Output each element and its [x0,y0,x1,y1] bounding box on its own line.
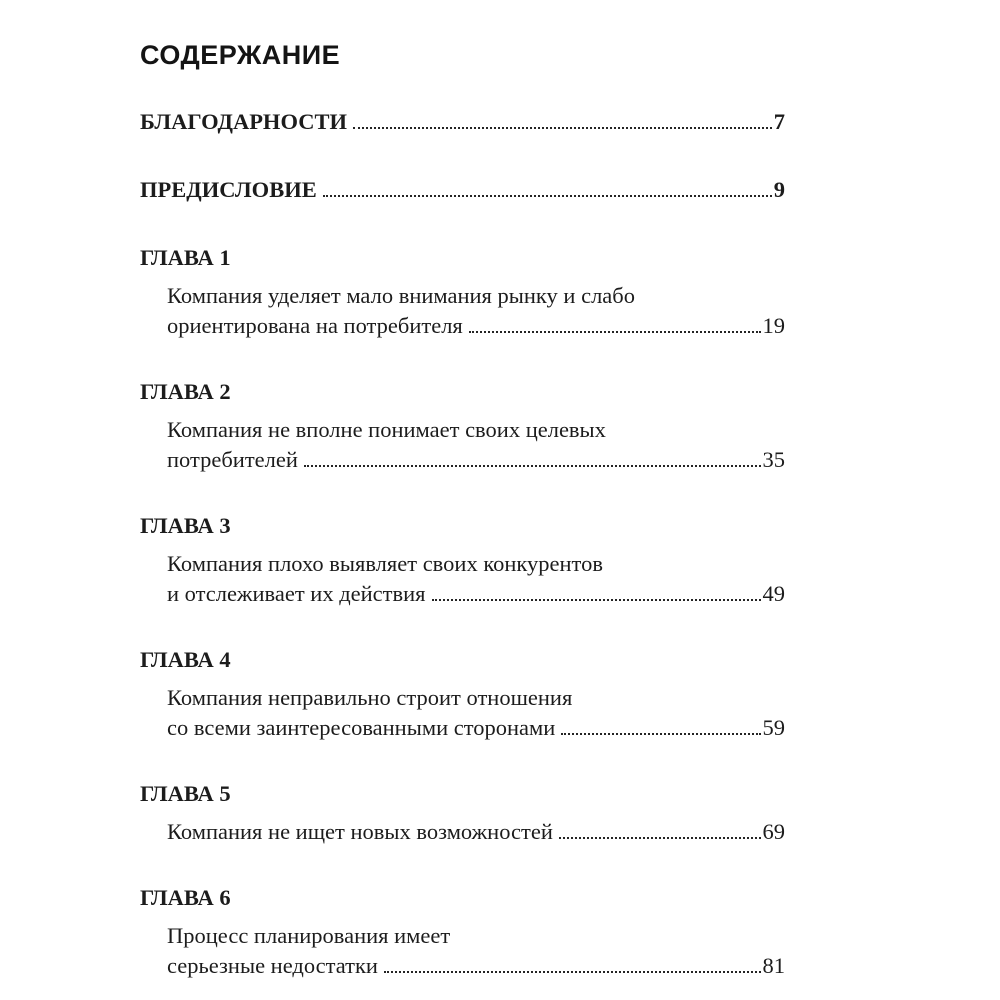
chapter-title-line: со всеми заинтересованными сторонами [167,715,556,740]
chapter-heading: ГЛАВА 1 [140,245,231,270]
dot-leader [432,599,761,601]
dot-leader [561,733,760,735]
page-title: СОДЕРЖАНИЕ [140,40,341,70]
page-number: 19 [762,313,785,338]
page-number: 81 [762,953,785,978]
page-number: 35 [762,447,785,472]
dot-leader [323,195,772,197]
chapter-heading: ГЛАВА 3 [140,513,231,538]
dot-leader [469,331,761,333]
dot-leader [353,127,772,129]
chapter-title-line: ориентирована на потребителя [167,313,463,338]
chapter-heading: ГЛАВА 4 [140,647,231,672]
toc-chapter-4 [140,645,785,743]
dot-leader [384,971,761,973]
dot-leader [304,465,761,467]
chapter-title-line: Компания неправильно строит отношения [167,685,573,710]
chapter-heading: ГЛАВА 6 [140,885,231,910]
page-number: 7 [773,109,785,134]
toc-entry-acknowledgments [140,107,785,137]
toc-chapter-3 [140,511,785,609]
toc-chapter-6 [140,883,785,981]
page-number: 9 [773,177,785,202]
chapter-title-line: Процесс планирования имеет [167,923,451,948]
chapter-heading: ГЛАВА 5 [140,781,231,806]
chapter-title-line: потребителей [167,447,298,472]
chapter-heading: ГЛАВА 2 [140,379,231,404]
page-number: 69 [762,819,785,844]
entry-label: БЛАГОДАРНОСТИ [140,109,347,134]
toc-chapter-2 [140,377,785,475]
chapter-title-line: Компания плохо выявляет своих конкурентов [167,551,603,576]
page-number: 59 [762,715,785,740]
chapter-title-line: Компания не вполне понимает своих целевых [167,417,606,442]
chapter-title-line: и отслеживает их действия [167,581,426,606]
dot-leader [559,837,761,839]
page-number: 49 [762,581,785,606]
toc-chapter-5 [140,779,785,847]
toc-entry-foreword [140,175,785,205]
chapter-title-line: Компания не ищет новых возможностей [167,819,553,844]
toc-chapter-1 [140,243,785,341]
chapter-title-line: Компания уделяет мало внимания рынку и слабо [167,283,635,308]
entry-label: ПРЕДИСЛОВИЕ [140,177,317,202]
chapter-title-line: серьезные недостатки [167,953,378,978]
